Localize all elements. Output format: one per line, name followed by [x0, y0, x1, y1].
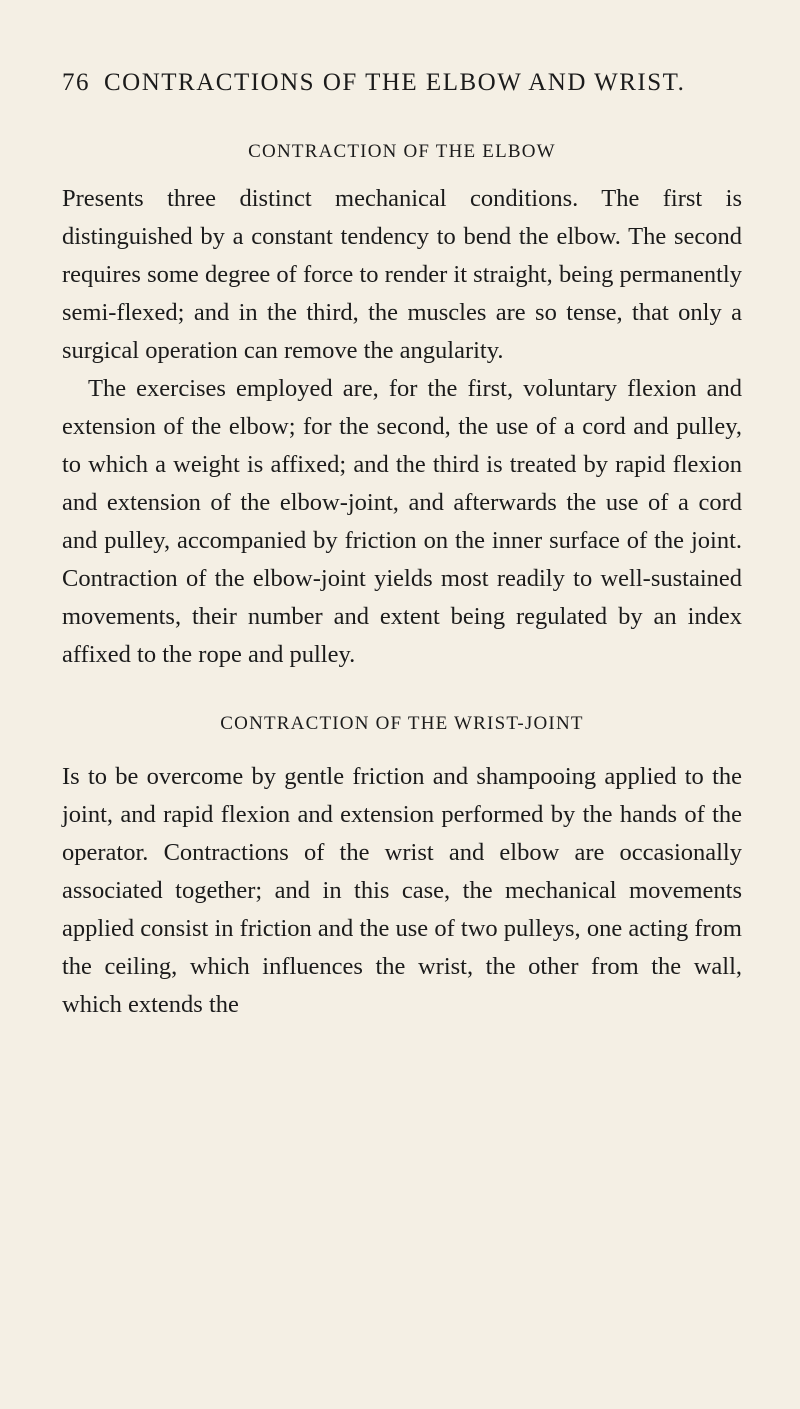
running-title: CONTRACTIONS OF THE ELBOW AND WRIST. [104, 69, 686, 96]
paragraph-wrist-treatment: Is to be overcome by gentle friction and shampooing applied to the joint, and rapid flexion and extension performed by the hands of the operator. Contractions of the wrist and elbow are occasionally associated together; and in this case, the mechanical movements applied consist in friction and the use of two pulleys, one acting from the ceiling, which influences the wrist, the other from the wall, which extends the [62, 763, 742, 1018]
section-heading-elbow: CONTRACTION OF THE ELBOW [248, 141, 556, 162]
running-header [62, 66, 742, 100]
section-heading-wrist: CONTRACTION OF THE WRIST-JOINT [220, 713, 584, 734]
book-page [62, 66, 742, 1024]
page-number: 76 [62, 69, 90, 96]
paragraph-elbow-conditions: Presents three distinct mechanical conditions. The first is distinguished by a constant tendency to bend the elbow. The second requires some degree of force to render it straight, being permanently semi-flexed; and in the third, the muscles are so tense, that only a surgical operation can remove the angularity. [62, 185, 742, 364]
paragraph-elbow-exercises: The exercises employed are, for the first, voluntary flexion and extension of the elbow; for the second, the use of a cord and pulley, to which a weight is affixed; and the third is treated by rapid flexion and extension of the elbow-joint, and afterwards the use of a cord and pulley, accompanied by friction on the inner surface of the joint. Contraction of the elbow-joint yields most readily to well-sustained movements, their number and extent being regulated by an index affixed to the rope and pulley. [62, 375, 742, 668]
